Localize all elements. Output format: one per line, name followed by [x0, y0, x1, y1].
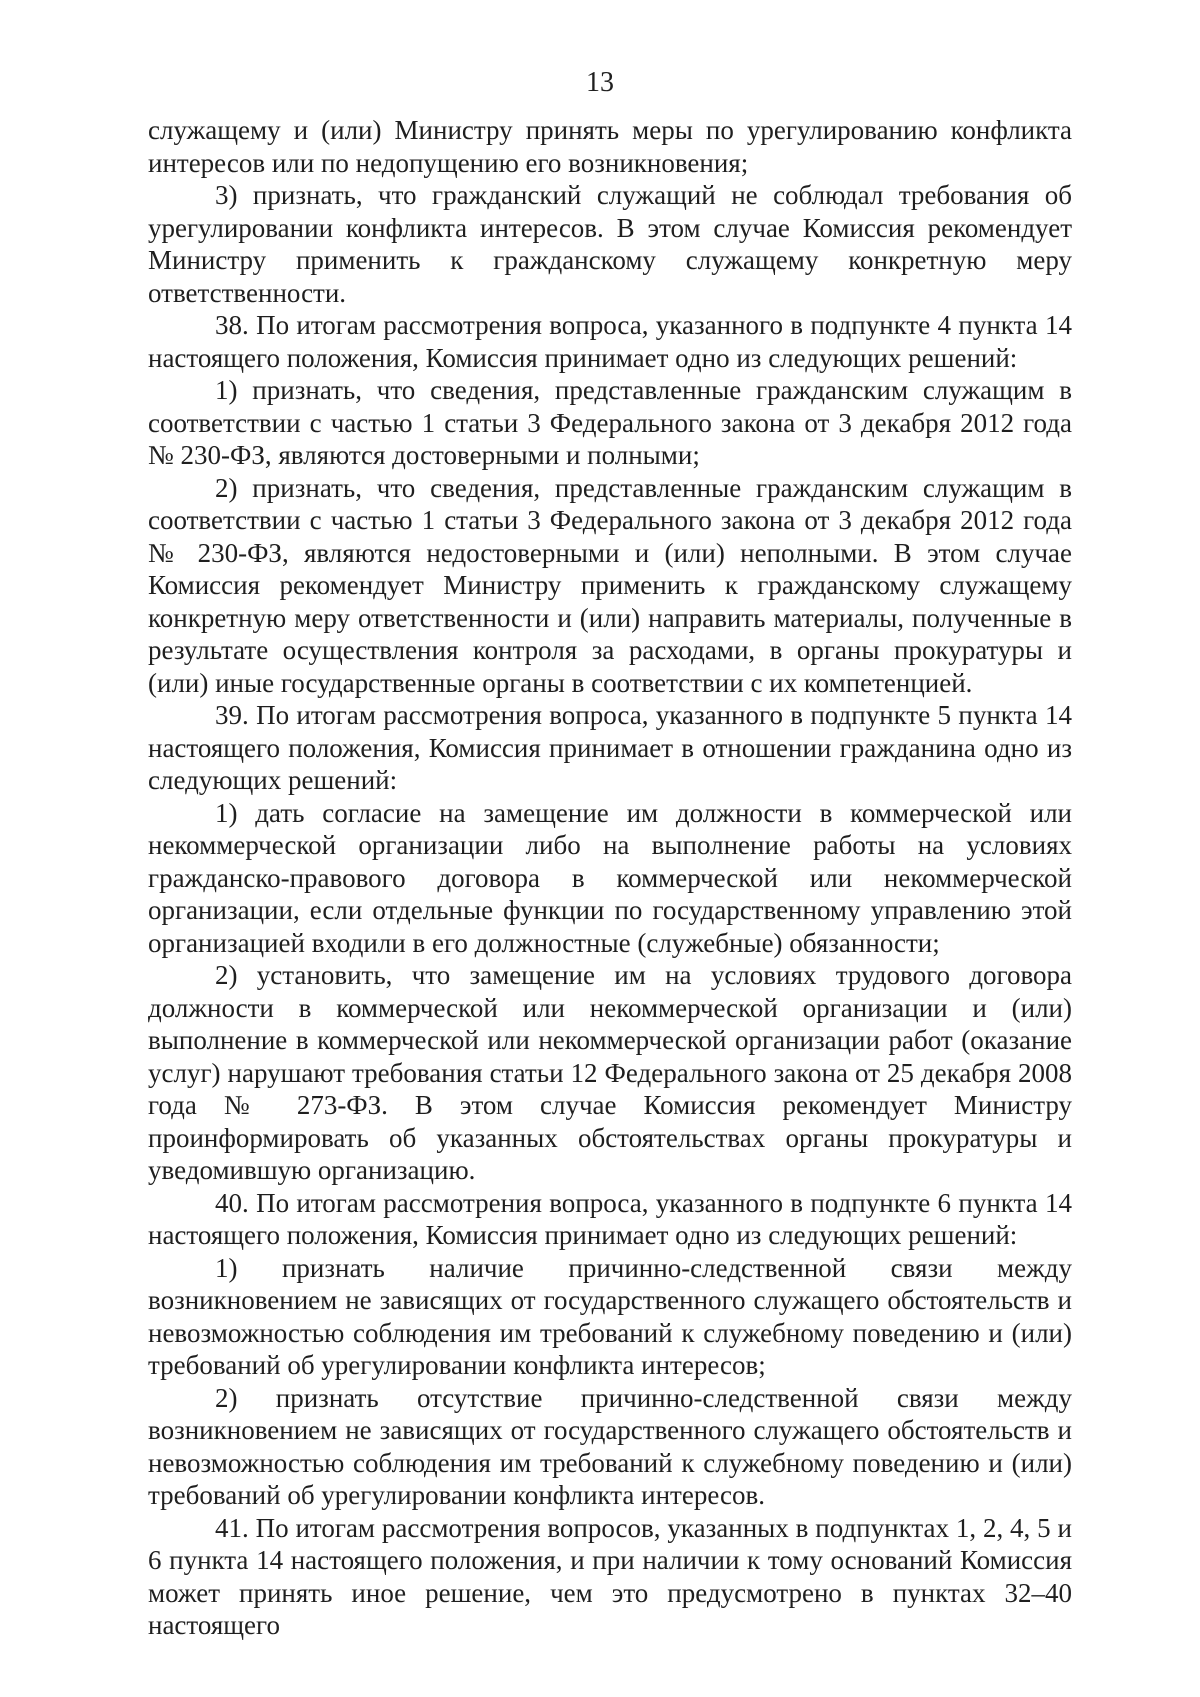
document-body: [148, 114, 1072, 1642]
paragraph-41: 41. По итогам рассмотрения вопросов, указанных в подпунктах 1, 2, 4, 5 и 6 пункта 14 настоящего положения, и при наличии к тому оснований Комиссия может принять иное решение, чем это предусмотрено в пунктах 32–40 настоящего: [148, 1512, 1072, 1640]
paragraph-38-item-2: 2) признать, что сведения, представленные гражданским служащим в соответствии с частью 1 статьи 3 Федерального закона от 3 декабря 2012 года № 230-ФЗ, являются недостоверными и (или) неполными. В этом случае Комиссия рекомендует Министру применить к гражданскому служащему конкретную меру ответственности и (или) направить материалы, полученные в результате осуществления контроля за расходами, в органы прокуратуры и (или) иные государственные органы в соответствии с их компетенцией.: [148, 472, 1072, 698]
paragraph-39-item-2: 2) установить, что замещение им на условиях трудового договора должности в коммерческой или некоммерческой организации и (или) выполнение в коммерческой или некоммерческой организации работ (оказание услуг) нарушают требования статьи 12 Федерального закона от 25 декабря 2008 года № 273-ФЗ. В этом случае Комиссия рекомендует Министру проинформировать об указанных обстоятельствах органы прокуратуры и уведомившую организацию.: [148, 960, 1072, 1185]
paragraph-38: 38. По итогам рассмотрения вопроса, указанного в подпункте 4 пункта 14 настоящего положения, Комиссия принимает одно из следующих решений:: [148, 310, 1072, 373]
paragraph-item-3: 3) признать, что гражданский служащий не соблюдал требования об урегулировании конфликта интересов. В этом случае Комиссия рекомендует Министру применить к гражданскому служащему конкретную меру ответственности.: [148, 180, 1072, 308]
paragraph-40: 40. По итогам рассмотрения вопроса, указанного в подпункте 6 пункта 14 настоящего положения, Комиссия принимает одно из следующих решений:: [148, 1187, 1072, 1250]
paragraph-continuation: служащему и (или) Министру принять меры по урегулированию конфликта интересов или по недопущению его возникновения;: [148, 115, 1072, 178]
paragraph-40-item-2: 2) признать отсутствие причинно-следственной связи между возникновением не зависящих от государственного служащего обстоятельств и невозможностью соблюдения им требований к служебному поведению и (или) требований об урегулировании конфликта интересов.: [148, 1382, 1072, 1510]
paragraph-39-item-1: 1) дать согласие на замещение им должности в коммерческой или некоммерческой организации либо на выполнение работы на условиях гражданско-правового договора в коммерческой или некоммерческой организации, если отдельные функции по государственному управлению этой организацией входили в его должностные (служебные) обязанности;: [148, 797, 1072, 958]
paragraph-38-item-1: 1) признать, что сведения, представленные гражданским служащим в соответствии с частью 1 статьи 3 Федерального закона от 3 декабря 2012 года № 230-ФЗ, являются достоверными и полными;: [148, 375, 1072, 470]
paragraph-40-item-1: 1) признать наличие причинно-следственной связи между возникновением не зависящих от государственного служащего обстоятельств и невозможностью соблюдения им требований к служебному поведению и (или) требований об урегулировании конфликта интересов;: [148, 1252, 1072, 1380]
paragraph-39: 39. По итогам рассмотрения вопроса, указанного в подпункте 5 пункта 14 настоящего положения, Комиссия принимает в отношении гражданина одно из следующих решений:: [148, 700, 1072, 795]
page-number: 13: [586, 67, 614, 98]
